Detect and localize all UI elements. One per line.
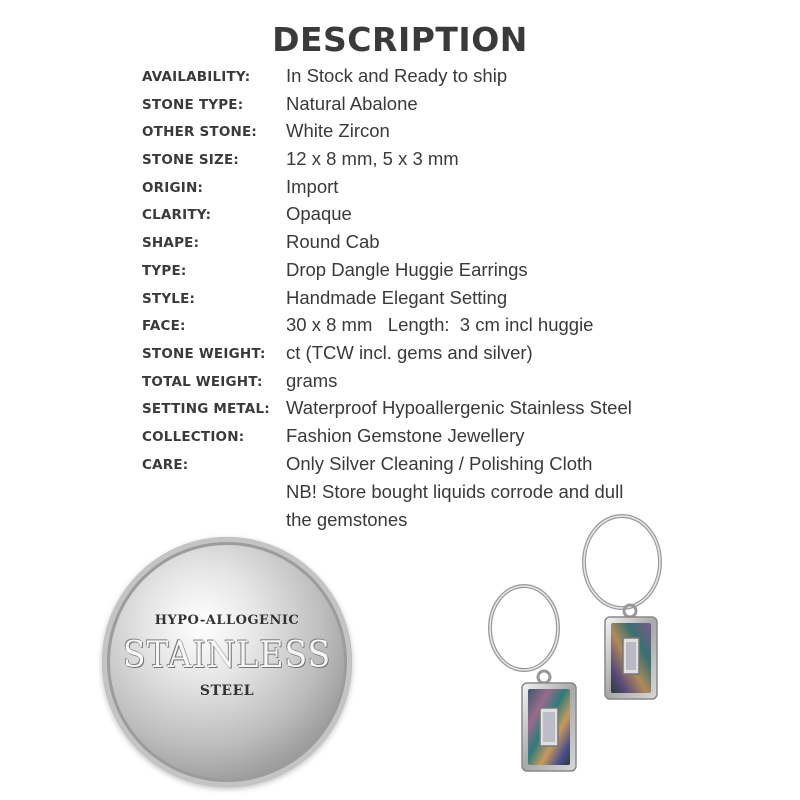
- spec-label: STYLE:: [142, 290, 196, 307]
- right-earring: [584, 516, 660, 699]
- spec-value: Round Cab: [286, 231, 380, 253]
- page-title: DESCRIPTION: [272, 20, 528, 59]
- spec-value: Natural Abalone: [286, 92, 418, 114]
- spec-value: In Stock and Ready to ship: [286, 65, 508, 86]
- spec-label: OTHER STONE:: [142, 124, 258, 141]
- spec-row-availability: [142, 62, 702, 90]
- earrings-image: [470, 505, 790, 795]
- spec-label: AVAILABILITY:: [142, 69, 251, 85]
- care-note-line-1: NB! Store bought liquids corrode and dull: [286, 481, 624, 502]
- spec-label: STONE TYPE:: [142, 96, 244, 113]
- spec-value: Handmade Elegant Setting: [286, 286, 508, 308]
- spec-label: FACE:: [142, 318, 186, 335]
- spec-value: Import: [286, 175, 339, 197]
- spec-row-stone-size: [142, 145, 702, 173]
- spec-value: 30 x 8 mm Length: 3 cm incl huggie: [286, 314, 594, 336]
- spec-row-care: [142, 450, 702, 478]
- spec-label: COLLECTION:: [142, 428, 245, 445]
- spec-value: grams: [286, 369, 338, 391]
- spec-label: CARE:: [142, 456, 189, 473]
- spec-value: Fashion Gemstone Jewellery: [286, 424, 525, 446]
- spec-row-origin: [142, 173, 702, 201]
- spec-value: Waterproof Hypoallergenic Stainless Steel: [286, 397, 632, 419]
- spec-row-other-stone: [142, 117, 702, 145]
- spec-list: [142, 62, 702, 477]
- spec-row-total-weight: [142, 367, 702, 395]
- spec-row-stone-type: [142, 90, 702, 118]
- spec-value: Drop Dangle Huggie Earrings: [286, 258, 528, 280]
- spec-value: ct (TCW incl. gems and silver): [286, 341, 533, 363]
- spec-row-shape: [142, 228, 702, 256]
- spec-row-clarity: [142, 200, 702, 228]
- spec-row-collection: [142, 422, 702, 450]
- badge-line-1: HYPO-ALLOGENIC: [154, 613, 300, 628]
- spec-value: Only Silver Cleaning / Polishing Cloth: [286, 452, 593, 474]
- spec-row-stone-weight: [142, 339, 702, 367]
- spec-value: White Zircon: [286, 120, 390, 142]
- spec-value: Opaque: [286, 203, 352, 225]
- spec-row-setting-metal: [142, 394, 702, 422]
- spec-row-style: [142, 284, 702, 312]
- spec-row-face: [142, 311, 702, 339]
- care-note-line-2: the gemstones: [286, 509, 408, 530]
- spec-label: STONE WEIGHT:: [142, 345, 266, 362]
- stainless-steel-badge: [102, 537, 352, 787]
- spec-label: TYPE:: [142, 262, 187, 279]
- badge-line-3: STEEL: [199, 683, 255, 699]
- spec-label: TOTAL WEIGHT:: [142, 373, 263, 390]
- spec-row-type: [142, 256, 702, 284]
- badge-line-2: STAINLESS: [122, 635, 332, 676]
- spec-label: ORIGIN:: [142, 179, 204, 196]
- spec-value: 12 x 8 mm, 5 x 3 mm: [286, 148, 459, 170]
- spec-label: STONE SIZE:: [142, 152, 239, 169]
- spec-label: SETTING METAL:: [142, 401, 270, 418]
- left-earring: [490, 586, 576, 771]
- spec-label: SHAPE:: [142, 235, 200, 252]
- spec-label: CLARITY:: [142, 207, 212, 224]
